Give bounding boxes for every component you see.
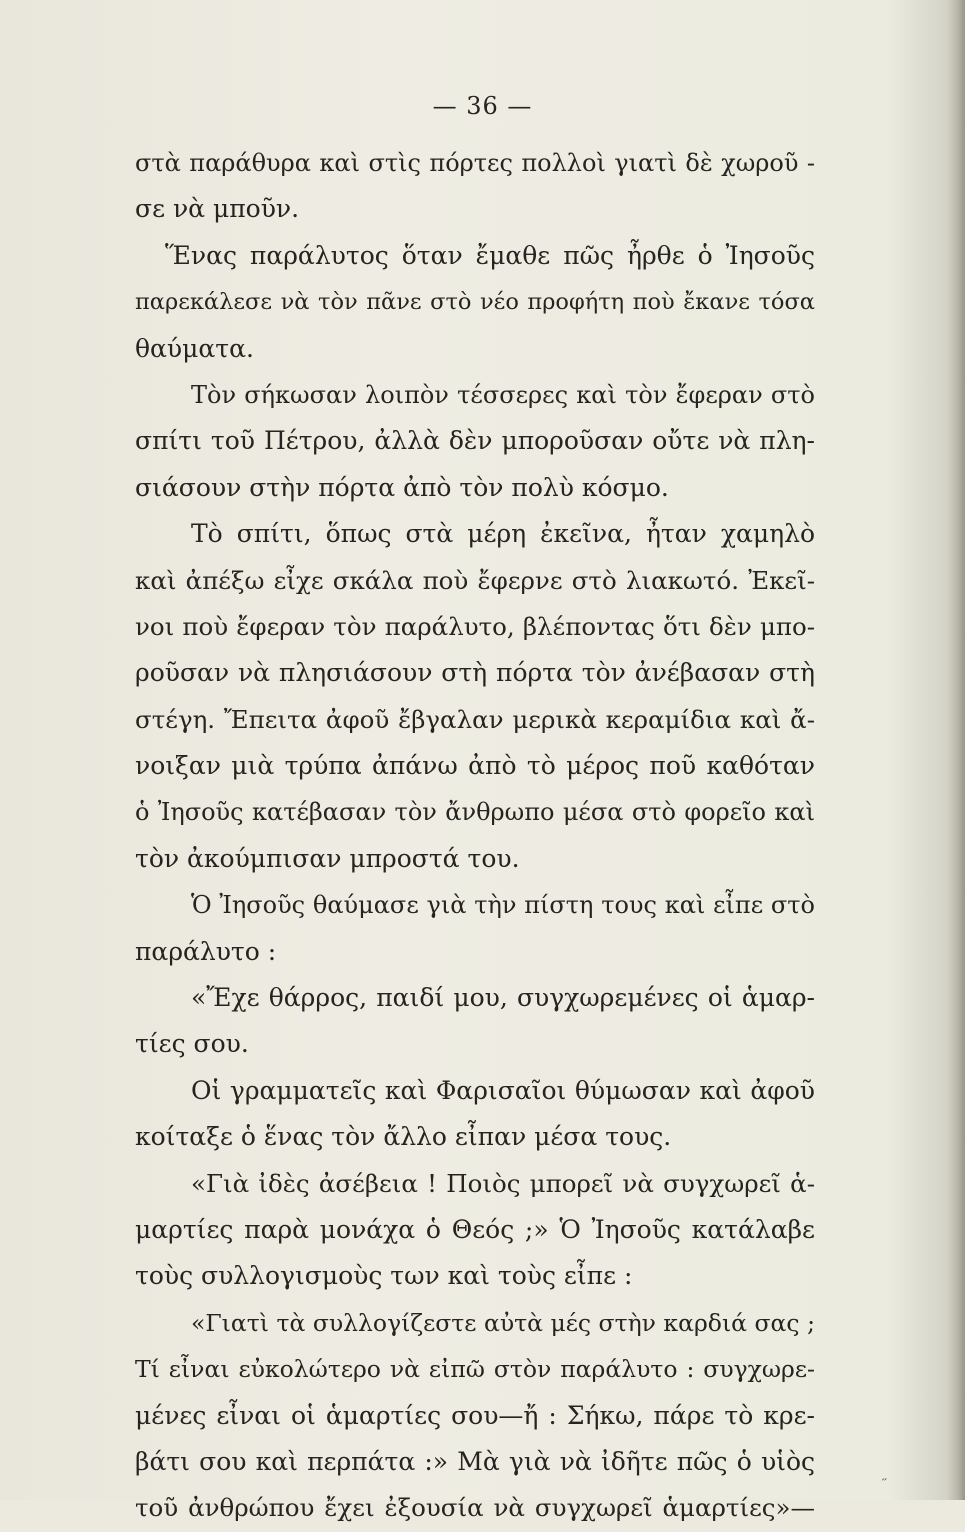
- text-line: τοὺς συλλογισμοὺς των καὶ τοὺς εἶπε :: [135, 1261, 633, 1291]
- text-line: Τὸ σπίτι, ὅπως στὰ μέρη ἐκεῖνα, ἦταν χαμηλὸ: [191, 519, 815, 549]
- text-line: «Γιὰ ἰδὲς ἀσέβεια ! Ποιὸς μπορεῖ νὰ συγχωρεῖ ἁ-: [191, 1168, 815, 1198]
- text-line: Τὸν σήκωσαν λοιπὸν τέσσερες καὶ τὸν ἔφεραν στὸ: [191, 380, 815, 409]
- text-line: κοίταξε ὁ ἕνας τὸν ἄλλο εἶπαν μέσα τους.: [135, 1122, 672, 1152]
- text-line: μαρτίες παρὰ μονάχα ὁ Θεός ;» Ὁ Ἰησοῦς κατάλαβε: [135, 1214, 815, 1244]
- text-line: σε νὰ μποῦν.: [135, 194, 300, 224]
- text-line: «Ἔχε θάρρος, παιδί μου, συγχωρεμένες οἱ ἁμαρ-: [191, 983, 815, 1013]
- page-number: — 36 —: [432, 92, 533, 120]
- text-line: τοῦ ἀνθρώπου ἔχει ἐξουσία νὰ συγχωρεῖ ἁμαρτίες»—: [135, 1493, 815, 1523]
- text-line: Τί εἶναι εὐκολώτερο νὰ εἰπῶ στὸν παράλυτο : συγχωρε-: [135, 1355, 815, 1384]
- text-line: παράλυτο :: [135, 936, 277, 966]
- text-line: τίες σου.: [135, 1029, 249, 1059]
- text-line: «Γιατὶ τὰ συλλογίζεστε αὐτὰ μές στὴν καρδιά σας ;: [191, 1308, 815, 1337]
- text-line: Ὁ Ἰησοῦς θαύμασε γιὰ τὴν πίστη τους καὶ εἶπε στὸ: [191, 891, 815, 920]
- text-line: Οἱ γραμματεῖς καὶ Φαρισαῖοι θύμωσαν καὶ ἀφοῦ: [191, 1075, 815, 1105]
- pencil-mark: ˶: [882, 1470, 887, 1486]
- text-line: καὶ ἀπέξω εἶχε σκάλα ποὺ ἔφερνε στὸ λιακωτό. Ἐκεῖ-: [135, 565, 815, 595]
- text-line: μένες εἶναι οἱ ἁμαρτίες σου—ἤ : Σήκω, πάρε τὸ κρε-: [135, 1400, 815, 1430]
- text-line: στέγη. Ἔπειτα ἀφοῦ ἔβγαλαν μερικὰ κεραμίδια καὶ ἄ-: [135, 704, 815, 734]
- text-line: ροῦσαν νὰ πλησιάσουν στὴ πόρτα τὸν ἀνέβασαν στὴ: [135, 658, 815, 688]
- text-line: ὁ Ἰησοῦς κατέβασαν τὸν ἄνθρωπο μέσα στὸ φορεῖο καὶ: [135, 798, 815, 827]
- text-line: βάτι σου καὶ περπάτα :» Μὰ γιὰ νὰ ἰδῆτε πῶς ὁ υἱὸς: [135, 1446, 815, 1476]
- text-line: νοι ποὺ ἔφεραν τὸν παράλυτο, βλέποντας ὅτι δὲν μπο-: [135, 611, 815, 641]
- page-edge-shadow: [947, 0, 965, 1500]
- text-line: παρεκάλεσε νὰ τὸν πᾶνε στὸ νέο προφήτη ποὺ ἔκανε τόσα: [135, 289, 815, 316]
- body-text: [135, 140, 815, 1532]
- text-line: στὰ παράθυρα καὶ στὶς πόρτες πολλοὶ γιατὶ δὲ χωροῦ -: [135, 149, 815, 177]
- text-line: νοιξαν μιὰ τρύπα ἀπάνω ἀπὸ τὸ μέρος ποῦ καθόταν: [135, 751, 815, 781]
- text-line: Ἕνας παράλυτος ὅταν ἔμαθε πῶς ἦρθε ὁ Ἰησοῦς: [165, 240, 815, 270]
- text-line: σπίτι τοῦ Πέτρου, ἀλλὰ δὲν μποροῦσαν οὔτε νὰ πλη-: [135, 426, 815, 456]
- text-line: τὸν ἀκούμπισαν μπροστά του.: [135, 843, 520, 873]
- text-line: σιάσουν στὴν πόρτα ἀπὸ τὸν πολὺ κόσμο.: [135, 472, 669, 502]
- text-line: θαύματα.: [135, 333, 254, 363]
